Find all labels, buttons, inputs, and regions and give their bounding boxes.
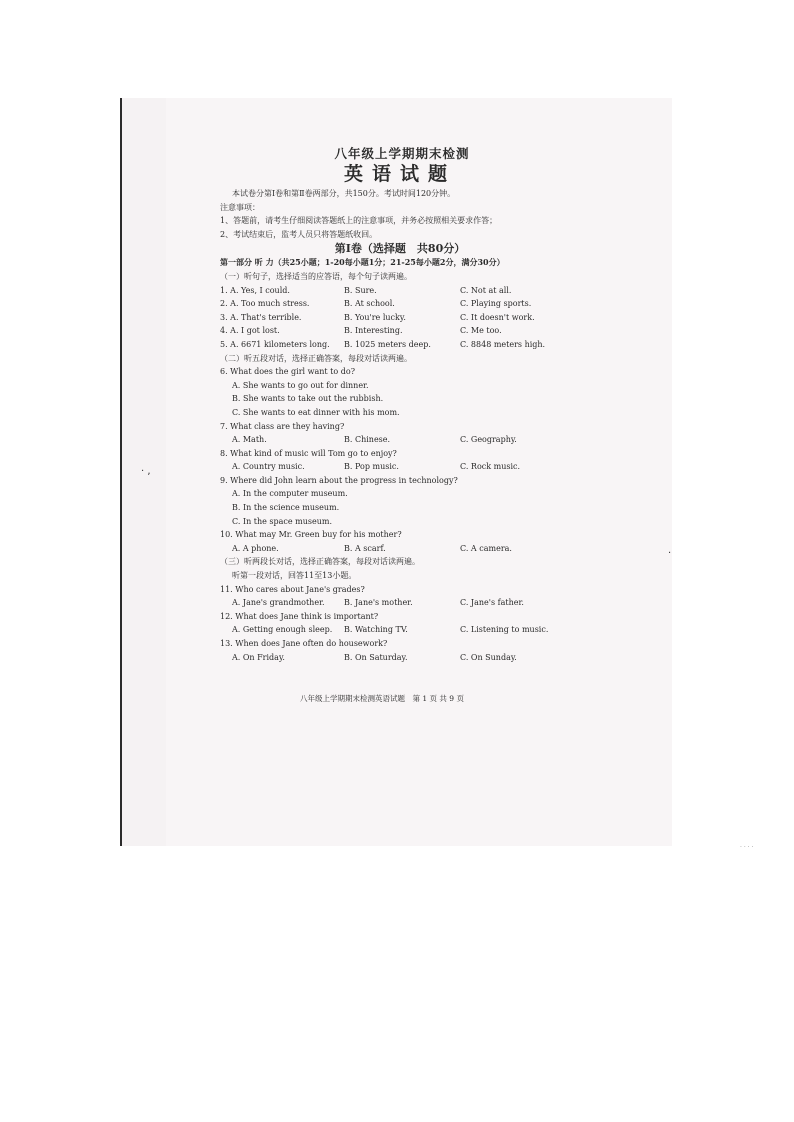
question-9: 9. Where did John learn about the progress in technology? <box>220 475 458 485</box>
question-10-options <box>220 542 580 556</box>
note-2: 2、考试结束后，监考人员只将答题纸收回。 <box>220 229 378 239</box>
question-row-5 <box>220 338 580 352</box>
question-11-options <box>220 596 580 610</box>
question-12: 12. What does Jane think is important? <box>220 611 379 621</box>
section2-instructions: （二）听五段对话，选择正确答案，每段对话读两遍。 <box>220 353 412 363</box>
question-10: 10. What may Mr. Green buy for his mother? <box>220 530 402 540</box>
option-a: A. On Friday. <box>232 652 285 662</box>
notes-label: 注意事项： <box>220 202 260 212</box>
exam-content <box>220 146 580 664</box>
question-row-4 <box>220 324 580 338</box>
part1-heading: 第一部分 听 力（共25小题；1-20每小题1分；21-25每小题2分，满分30分） <box>220 257 505 268</box>
option-a: A. Country music. <box>232 462 305 472</box>
option-b: B. In the science museum. <box>232 503 340 513</box>
question-12-options <box>220 623 580 637</box>
option-b: B. Jane's mother. <box>344 598 413 608</box>
intro-line: 本试卷分第Ⅰ卷和第Ⅱ卷两部分，共150分。考试时间120分钟。 <box>232 189 456 198</box>
option-a: A. A phone. <box>232 543 279 553</box>
margin-mark-right: · <box>668 548 672 559</box>
option-b: B. Watching TV. <box>344 625 408 635</box>
option-b: B. Interesting. <box>344 326 403 336</box>
question-8-options <box>220 460 580 474</box>
question-row-1 <box>220 284 580 298</box>
option-a: 4. A. I got lost. <box>220 326 280 336</box>
section3-instructions: （三）听两段长对话，选择正确答案，每段对话读两遍。 <box>220 557 420 567</box>
option-b: B. Pop music. <box>344 462 399 472</box>
option-c: C. 8848 meters high. <box>460 339 546 349</box>
option-c: C. Listening to music. <box>460 625 549 635</box>
option-a: A. Getting enough sleep. <box>232 625 333 635</box>
volume1-title: 第Ⅰ卷（选择题 共80分） <box>334 242 466 256</box>
question-row-2 <box>220 297 580 311</box>
note-1: 1、答题前，请考生仔细阅读答题纸上的注意事项，并务必按照相关要求作答； <box>220 216 498 226</box>
margin-mark-left: · , <box>141 466 151 477</box>
section3-sub-instructions: 听第一段对话，回答11至13小题。 <box>232 571 357 581</box>
option-c: C. On Sunday. <box>460 652 517 662</box>
question-11: 11. Who cares about Jane's grades? <box>220 584 365 594</box>
option-c: C. Geography. <box>460 435 517 445</box>
option-a: A. Math. <box>232 435 267 445</box>
option-c: C. She wants to eat dinner with his mom. <box>232 407 400 417</box>
option-b: B. 1025 meters deep. <box>344 339 431 349</box>
question-13-options <box>220 651 580 665</box>
option-c: C. It doesn't work. <box>460 312 535 322</box>
option-b: B. A scarf. <box>344 543 386 553</box>
option-b: B. You're lucky. <box>344 312 406 322</box>
option-c: C. Jane's father. <box>460 598 524 608</box>
question-row-3 <box>220 311 580 325</box>
option-c: C. Not at all. <box>460 285 512 295</box>
option-c: C. Rock music. <box>460 462 521 472</box>
option-a: A. Jane's grandmother. <box>232 598 325 608</box>
question-7: 7. What class are they having? <box>220 421 345 431</box>
page-footer: 八年级上学期期末检测英语试题 第 1 页 共 9 页 <box>300 694 464 703</box>
page-corner-mark: · · · · <box>740 844 754 851</box>
option-a: A. In the computer museum. <box>232 489 348 499</box>
question-8: 8. What kind of music will Tom go to enjoy? <box>220 448 397 458</box>
question-6: 6. What does the girl want to do? <box>220 367 355 377</box>
option-a: A. She wants to go out for dinner. <box>232 380 369 390</box>
scan-border <box>120 98 122 846</box>
option-a: 2. A. Too much stress. <box>220 299 310 309</box>
option-a: 3. A. That's terrible. <box>220 312 302 322</box>
grade-title: 八年级上学期期末检测 <box>334 146 470 161</box>
option-a: 5. A. 6671 kilometers long. <box>220 339 330 349</box>
section1-instructions: （一）听句子，选择适当的应答语，每个句子读两遍。 <box>220 271 412 281</box>
option-a: 1. A. Yes, I could. <box>220 285 290 295</box>
question-7-options <box>220 433 580 447</box>
option-b: B. She wants to take out the rubbish. <box>232 394 384 404</box>
option-c: C. In the space museum. <box>232 516 333 526</box>
option-b: B. On Saturday. <box>344 652 408 662</box>
option-b: B. At school. <box>344 299 395 309</box>
question-13: 13. When does Jane often do housework? <box>220 639 388 648</box>
option-c: C. Playing sports. <box>460 299 532 309</box>
main-title: 英语试题 <box>343 163 456 185</box>
option-c: C. Me too. <box>460 326 502 336</box>
option-b: B. Chinese. <box>344 435 391 445</box>
option-b: B. Sure. <box>344 285 377 295</box>
option-c: C. A camera. <box>460 543 512 553</box>
